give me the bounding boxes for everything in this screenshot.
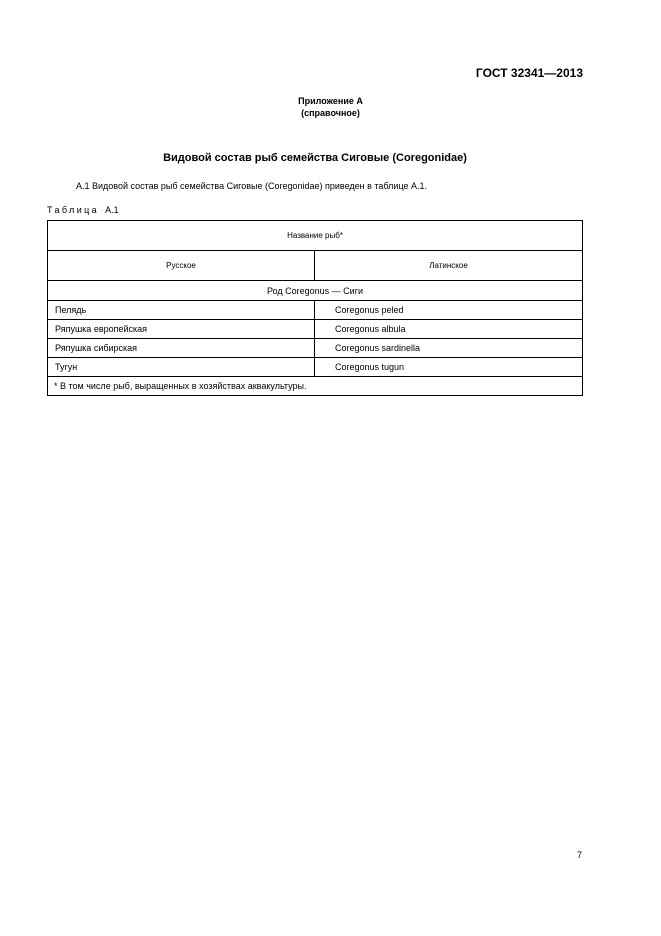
standard-code: ГОСТ 32341—2013 xyxy=(475,66,583,80)
intro-paragraph: А.1 Видовой состав рыб семейства Сиговые (Coregonidae) приведен в таблице А.1. xyxy=(76,181,428,191)
footnote-cell: * В том числе рыб, выращенных в хозяйствах аквакультуры. xyxy=(48,377,583,396)
appendix-title: Приложение А xyxy=(298,96,363,106)
table-caption-number: А.1 xyxy=(105,205,119,215)
header-fish-name: Название рыб* xyxy=(48,221,583,251)
section-heading: Видовой состав рыб семейства Сиговые (Coregonidae) xyxy=(163,152,467,164)
footnote-row xyxy=(48,377,583,396)
cell-latin: Coregonus sardinella xyxy=(315,339,583,358)
cell-latin: Coregonus albula xyxy=(315,320,583,339)
appendix-subtitle: (справочное) xyxy=(301,108,360,118)
table-header-row xyxy=(48,221,583,251)
header-latin: Латинское xyxy=(315,251,583,281)
table-row xyxy=(48,320,583,339)
table-row xyxy=(48,358,583,377)
header-russian: Русское xyxy=(48,251,315,281)
cell-russian: Ряпушка европейская xyxy=(48,320,315,339)
species-table xyxy=(47,220,583,396)
cell-russian: Тугун xyxy=(48,358,315,377)
table-subheader-row xyxy=(48,251,583,281)
cell-latin: Coregonus peled xyxy=(315,301,583,320)
cell-latin: Coregonus tugun xyxy=(315,358,583,377)
cell-russian: Ряпушка сибирская xyxy=(48,339,315,358)
table-row xyxy=(48,339,583,358)
genus-cell: Род Coregonus — Сиги xyxy=(48,281,583,301)
table-caption xyxy=(47,205,119,215)
page-number: 7 xyxy=(576,850,582,860)
table-caption-label: Таблица xyxy=(47,205,100,215)
genus-row xyxy=(48,281,583,301)
appendix-heading xyxy=(0,95,661,119)
cell-russian: Пелядь xyxy=(48,301,315,320)
table-row xyxy=(48,301,583,320)
